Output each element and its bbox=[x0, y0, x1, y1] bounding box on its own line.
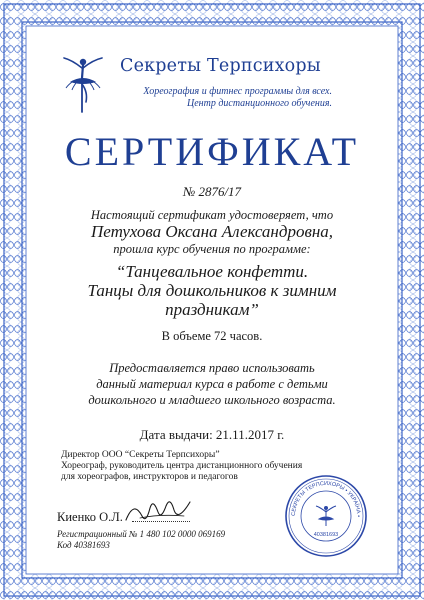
official-stamp bbox=[284, 474, 368, 558]
grant-line1: Предоставляется право использовать bbox=[109, 361, 315, 375]
certificate-title: СЕРТИФИКАТ bbox=[64, 129, 360, 174]
grant-statement bbox=[40, 360, 384, 408]
registration-number: Регистрационный № 1 480 102 0000 069169 bbox=[57, 529, 226, 539]
stamp-id-text: 40381693 bbox=[313, 532, 339, 538]
stamp-ring-text: СЕКРЕТЫ ТЕРПСИХОРЫ • УКРАЇНА • bbox=[290, 480, 362, 518]
grant-line3: дошкольного и младшего школьного возраста. bbox=[88, 393, 336, 407]
signatory-name: Киенко О.Л. bbox=[57, 510, 123, 524]
course-volume: В объеме 72 часов. bbox=[161, 329, 263, 343]
course-line2: Танцы для дошкольников к зимним bbox=[87, 281, 337, 300]
tagline-line1: Хореография и фитнес программы для всех. bbox=[143, 86, 332, 97]
course-title bbox=[40, 262, 384, 319]
certificate-intro: Настоящий сертификат удостоверяет, что bbox=[90, 208, 334, 222]
director-line2: Хореограф, руководитель центра дистанционного обучения bbox=[61, 461, 303, 471]
issue-date: Дата выдачи: 21.11.2017 г. bbox=[139, 427, 285, 442]
grant-line2: данный материал курса в работе с детьми bbox=[96, 377, 328, 391]
certificate-number: № 2876/17 bbox=[182, 184, 242, 199]
director-line1: Директор ООО “Секреты Терпсихоры” bbox=[61, 450, 220, 460]
company-code: Код 40381693 bbox=[57, 540, 110, 550]
handwritten-signature bbox=[120, 494, 200, 530]
director-line3: для хореографов, инструкторов и педагогов bbox=[61, 472, 238, 482]
ballerina-logo-icon bbox=[60, 52, 106, 116]
recipient-name: Петухова Оксана Александровна, bbox=[90, 222, 334, 241]
course-intro: прошла курс обучения по программе: bbox=[113, 242, 311, 256]
brand-tagline bbox=[112, 86, 332, 110]
course-line3: праздникам” bbox=[165, 300, 259, 319]
tagline-line2: Центр дистанционного обучения. bbox=[187, 98, 332, 109]
course-line1: “Танцевальное конфетти. bbox=[115, 262, 309, 281]
brand-name: Секреты Терпсихоры bbox=[120, 56, 321, 76]
